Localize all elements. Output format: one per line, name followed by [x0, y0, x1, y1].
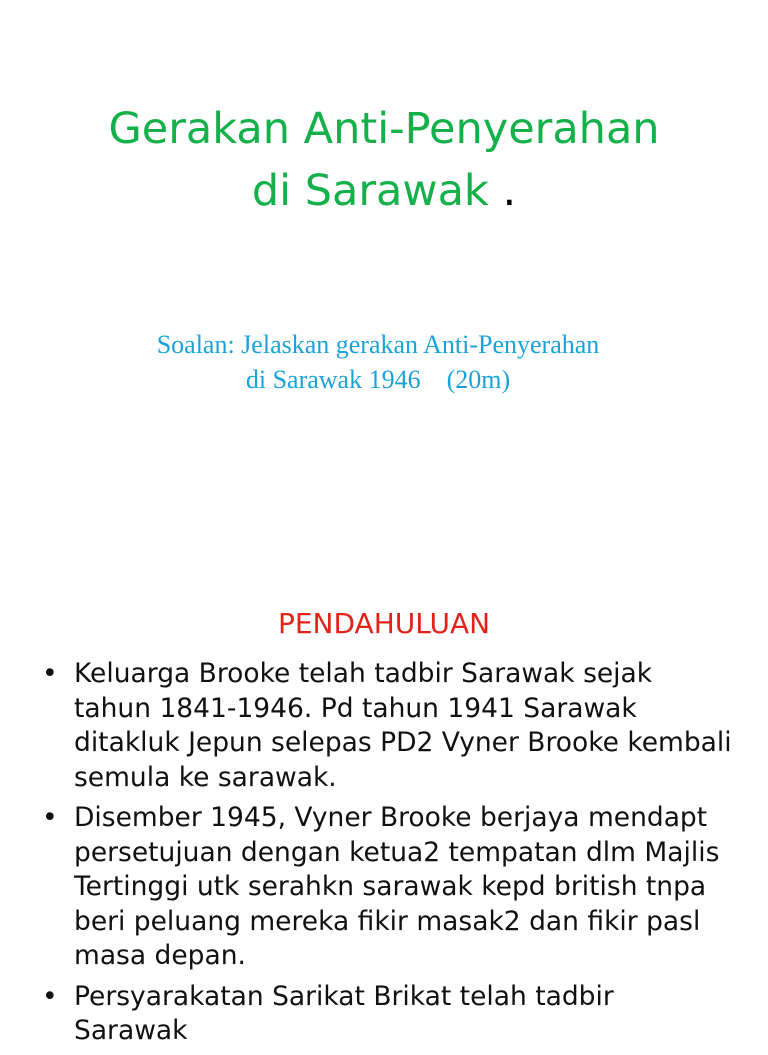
bullet-text: Keluarga Brooke telah tadbir Sarawak sejak tahun 1841-1946. Pd tahun 1941 Sarawak ditakluk Jepun selepas PD2 Vyner Brooke kembali semula ke sarawak. [74, 658, 732, 793]
subtitle-line-1: Soalan: Jelaskan gerakan Anti-Penyerahan [156, 330, 600, 359]
bullet-item [42, 980, 732, 1049]
subtitle-line-2: di Sarawak 1946 (20m) [245, 365, 511, 394]
title-line-2 [0, 160, 768, 222]
bullet-list [42, 657, 732, 1055]
question-subtitle [0, 327, 756, 397]
title-line-2-text: di Sarawak [251, 166, 489, 216]
title-line-1: Gerakan Anti-Penyerahan [108, 104, 660, 154]
title-dot: . [502, 166, 517, 216]
bullet-dot-icon: • [42, 658, 58, 689]
bullet-dot-icon: • [42, 802, 58, 833]
bullet-text: Disember 1945, Vyner Brooke berjaya mendapt persetujuan dengan ketua2 tempatan dlm Majlis Tertinggi utk serahkn sarawak kepd british tnpa beri peluang mereka fikir masak2 dan fikir pasl masa depan. [74, 802, 720, 971]
bullet-item [42, 657, 732, 795]
bullet-text: Persyarakatan Sarikat Brikat telah tadbir Sarawak [74, 980, 614, 1046]
section-heading: PENDAHULUAN [277, 607, 491, 640]
bullet-dot-icon: • [42, 980, 58, 1012]
bullet-item [42, 801, 732, 974]
slide-title [0, 98, 768, 222]
